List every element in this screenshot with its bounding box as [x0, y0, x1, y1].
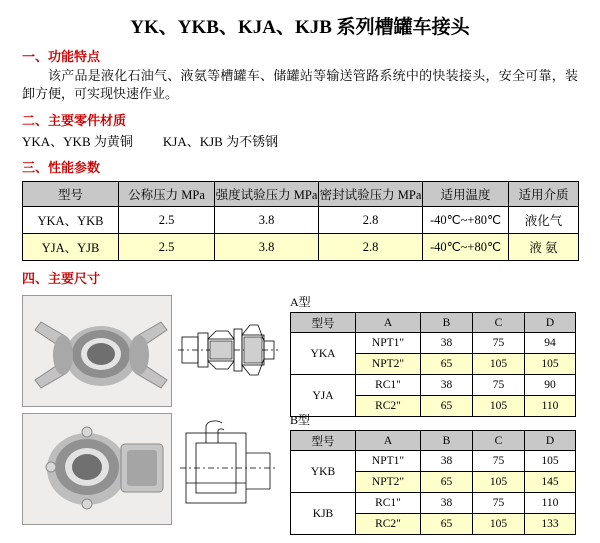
- cell: 2.5: [119, 234, 215, 261]
- col-header: C: [473, 431, 525, 451]
- cell: 110: [525, 493, 576, 514]
- dimension-block-b: [290, 411, 580, 535]
- col-header: D: [525, 431, 576, 451]
- cell: 105: [473, 472, 525, 493]
- table-row: [23, 234, 579, 261]
- dimension-block-a: [290, 293, 580, 417]
- cell: RC1": [356, 375, 421, 396]
- photo-a-artwork: [23, 296, 171, 406]
- table-row: [23, 207, 579, 234]
- section-heading-performance: 三、性能参数: [22, 160, 101, 175]
- col-header: B: [421, 313, 473, 333]
- cell: 65: [421, 354, 473, 375]
- drawing-a-artwork: [176, 295, 280, 405]
- col-header: 强度试验压力 MPa: [215, 182, 319, 207]
- type-label-b: B型: [290, 413, 311, 427]
- cell: NPT1": [356, 451, 421, 472]
- features-body: 该产品是液化石油气、液氨等槽罐车、储罐站等输送管路系统中的快装接头，安全可靠，装卸方便，可实现快速作业。: [22, 68, 578, 101]
- type-label-a: A型: [290, 295, 311, 309]
- col-header: 适用介质: [509, 182, 579, 207]
- technical-drawing-b: [176, 413, 280, 523]
- col-header: 密封试验压力 MPa: [319, 182, 423, 207]
- cell: RC2": [356, 396, 421, 417]
- table-header-row: [291, 431, 576, 451]
- cell: -40℃~+80℃: [423, 207, 509, 234]
- cell: RC2": [356, 514, 421, 535]
- cell: 105: [525, 354, 576, 375]
- material-lines: [22, 131, 600, 150]
- col-header: A: [356, 431, 421, 451]
- cell: 105: [473, 354, 525, 375]
- model-cell: YKA: [291, 333, 356, 375]
- col-header: 适用温度: [423, 182, 509, 207]
- material-line-2: KJA、KJB 为不锈钢: [162, 134, 279, 149]
- section-heading-features: 一、功能特点: [22, 49, 101, 64]
- model-cell: YJA: [291, 375, 356, 417]
- cell: NPT2": [356, 472, 421, 493]
- cell: RC1": [356, 493, 421, 514]
- cell: YJA、YJB: [23, 234, 119, 261]
- dimensions-section: [0, 293, 600, 543]
- col-header: 型号: [291, 431, 356, 451]
- cell: 105: [473, 514, 525, 535]
- cell: 75: [473, 375, 525, 396]
- dimension-table-a: [290, 312, 576, 417]
- cell: 75: [473, 333, 525, 354]
- cell: 液 氨: [509, 234, 579, 261]
- cell: 3.8: [215, 234, 319, 261]
- table-header-row: [291, 313, 576, 333]
- cell: 145: [525, 472, 576, 493]
- cell: 2.8: [319, 234, 423, 261]
- col-header: 型号: [23, 182, 119, 207]
- cell: 75: [473, 451, 525, 472]
- cell: 133: [525, 514, 576, 535]
- cell: 110: [525, 396, 576, 417]
- cell: 75: [473, 493, 525, 514]
- cell: NPT2": [356, 354, 421, 375]
- cell: 38: [421, 333, 473, 354]
- cell: 38: [421, 375, 473, 396]
- cell: -40℃~+80℃: [423, 234, 509, 261]
- drawing-b-artwork: [176, 413, 280, 523]
- cell: 38: [421, 451, 473, 472]
- table-row: [291, 333, 576, 354]
- cell: 65: [421, 514, 473, 535]
- table-header-row: [23, 182, 579, 207]
- table-row: [291, 451, 576, 472]
- cell: 液化气: [509, 207, 579, 234]
- material-line-1: YKA、YKB 为黄铜: [22, 134, 133, 149]
- dimension-table-b: [290, 430, 576, 535]
- cell: 105: [525, 451, 576, 472]
- technical-drawing-a: [176, 295, 280, 405]
- cell: 65: [421, 472, 473, 493]
- col-header: 型号: [291, 313, 356, 333]
- cell: 38: [421, 493, 473, 514]
- page-title: YK、YKB、KJA、KJB 系列槽罐车接头: [130, 17, 470, 38]
- col-header: C: [473, 313, 525, 333]
- col-header: B: [421, 431, 473, 451]
- cell: 3.8: [215, 207, 319, 234]
- table-row: [291, 493, 576, 514]
- cell: 94: [525, 333, 576, 354]
- cell: 105: [473, 396, 525, 417]
- table-row: [291, 375, 576, 396]
- performance-table: [22, 181, 579, 261]
- col-header: D: [525, 313, 576, 333]
- cell: YKA、YKB: [23, 207, 119, 234]
- section-heading-material: 二、主要零件材质: [22, 113, 127, 128]
- cell: 90: [525, 375, 576, 396]
- section-heading-dimensions: 四、主要尺寸: [22, 271, 101, 286]
- col-header: 公称压力 MPa: [119, 182, 215, 207]
- model-cell: KJB: [291, 493, 356, 535]
- cell: NPT1": [356, 333, 421, 354]
- cell: 2.8: [319, 207, 423, 234]
- cell: 65: [421, 396, 473, 417]
- product-photo-a: [22, 295, 172, 407]
- product-photo-b: [22, 413, 172, 525]
- cell: 2.5: [119, 207, 215, 234]
- col-header: A: [356, 313, 421, 333]
- model-cell: YKB: [291, 451, 356, 493]
- photo-b-artwork: [23, 414, 171, 524]
